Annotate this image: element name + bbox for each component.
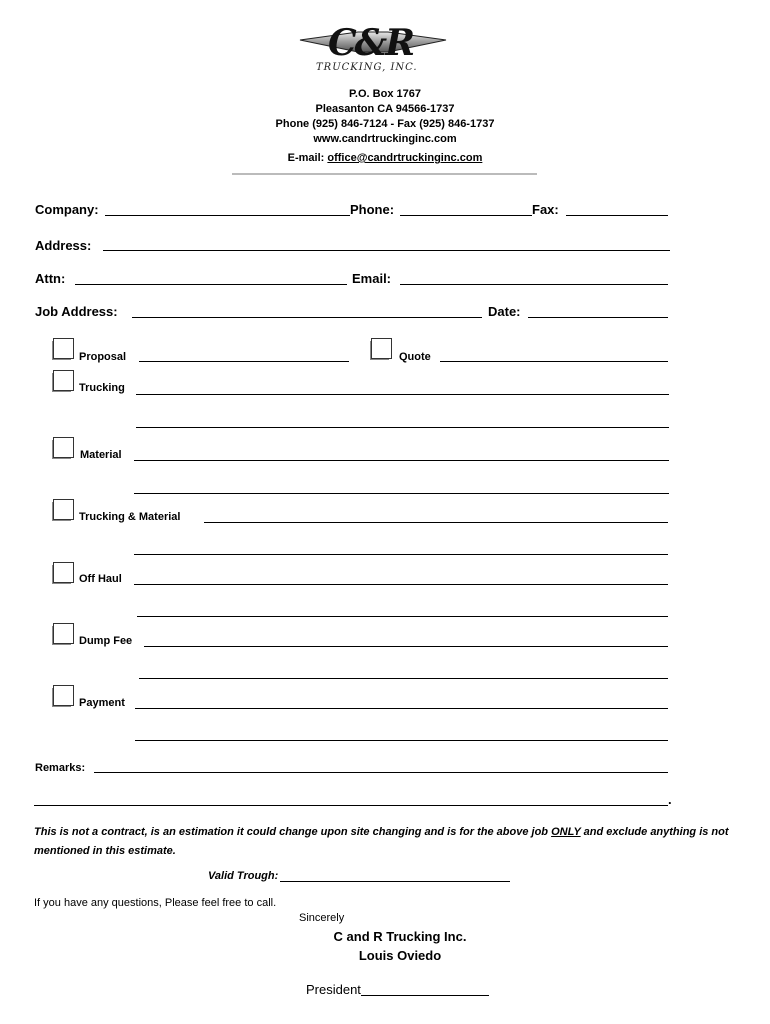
logo-letters: C&R — [328, 22, 414, 64]
trucking-field-1[interactable] — [136, 394, 669, 395]
remarks-field-2[interactable] — [34, 805, 668, 806]
logo-subtext: TRUCKING, INC. — [316, 62, 418, 73]
quote-label: Quote — [399, 351, 431, 363]
president-label: President — [306, 982, 361, 997]
material-field-1[interactable] — [134, 460, 669, 461]
remarks-end-mark: . — [668, 792, 672, 807]
email-label: E-mail: — [287, 152, 328, 164]
website: www.candrtruckinginc.com — [313, 133, 457, 145]
questions-text: If you have any questions, Please feel free to call. — [34, 897, 277, 909]
disclaimer-line-1 — [34, 826, 734, 838]
quote-field[interactable] — [440, 361, 668, 362]
disclaimer-line-2: mentioned in this estimate. — [34, 845, 176, 857]
trucking-label: Trucking — [79, 382, 125, 394]
sincerely-text: Sincerely — [299, 912, 345, 924]
phone-label: Phone: — [350, 202, 395, 217]
dump-fee-field-1[interactable] — [144, 646, 668, 647]
proposal-field[interactable] — [139, 361, 349, 362]
email-link[interactable]: office@candrtruckinginc.com — [327, 152, 483, 164]
email-field-label: Email: — [352, 271, 392, 286]
trucking-material-checkbox[interactable] — [53, 499, 74, 520]
job-address-field[interactable] — [132, 317, 482, 318]
address-label: Address: — [35, 238, 92, 253]
material-field-2[interactable] — [134, 493, 669, 494]
phone-field[interactable] — [400, 215, 532, 216]
email-field[interactable] — [400, 284, 668, 285]
disclaimer-text: This is not a contract, is an estimation it could change upon site changing and is for the above job — [34, 826, 552, 838]
payment-checkbox[interactable] — [53, 685, 74, 706]
off-haul-field-2[interactable] — [137, 616, 668, 617]
material-label: Material — [80, 449, 122, 461]
dump-fee-field-2[interactable] — [139, 678, 668, 679]
email-line — [0, 152, 770, 164]
payment-field-1[interactable] — [135, 708, 668, 709]
dump-fee-checkbox[interactable] — [53, 623, 74, 644]
company-logo — [298, 22, 448, 82]
header-divider — [232, 173, 537, 175]
trucking-field-2[interactable] — [136, 427, 669, 428]
closing-company-name: C and R Trucking Inc. — [333, 929, 467, 944]
payment-field-2[interactable] — [135, 740, 668, 741]
trucking-material-label: Trucking & Material — [79, 511, 181, 523]
trucking-checkbox[interactable] — [53, 370, 74, 391]
company-field[interactable] — [105, 215, 350, 216]
off-haul-checkbox[interactable] — [53, 562, 74, 583]
proposal-label: Proposal — [79, 351, 127, 363]
off-haul-label: Off Haul — [79, 573, 122, 585]
phone-fax: Phone (925) 846-7124 - Fax (925) 846-1737 — [275, 118, 495, 130]
trucking-material-field-2[interactable] — [134, 554, 668, 555]
date-field[interactable] — [528, 317, 668, 318]
remarks-field-1[interactable] — [94, 772, 668, 773]
attn-label: Attn: — [35, 271, 66, 286]
valid-trough-label: Valid Trough: — [208, 870, 279, 882]
company-label: Company: — [35, 202, 99, 217]
proposal-checkbox[interactable] — [53, 338, 74, 359]
address-field[interactable] — [103, 250, 670, 251]
dump-fee-label: Dump Fee — [79, 635, 133, 647]
valid-trough-field[interactable] — [280, 881, 510, 882]
job-address-label: Job Address: — [35, 304, 118, 319]
quote-checkbox[interactable] — [371, 338, 392, 359]
attn-field[interactable] — [75, 284, 347, 285]
trucking-material-field-1[interactable] — [204, 522, 668, 523]
po-box: P.O. Box 1767 — [349, 88, 421, 100]
closing-signer-name: Louis Oviedo — [358, 948, 442, 963]
city-address: Pleasanton CA 94566-1737 — [315, 103, 455, 115]
date-label: Date: — [488, 304, 521, 319]
off-haul-field-1[interactable] — [134, 584, 668, 585]
payment-label: Payment — [79, 697, 125, 709]
remarks-label: Remarks: — [35, 762, 86, 774]
president-signature-field[interactable] — [361, 995, 489, 996]
disclaimer-emphasis: ONLY — [551, 826, 581, 838]
material-checkbox[interactable] — [53, 437, 74, 458]
disclaimer-text-end: and exclude anything is not — [580, 826, 729, 838]
fax-field[interactable] — [566, 215, 668, 216]
fax-label: Fax: — [532, 202, 559, 217]
